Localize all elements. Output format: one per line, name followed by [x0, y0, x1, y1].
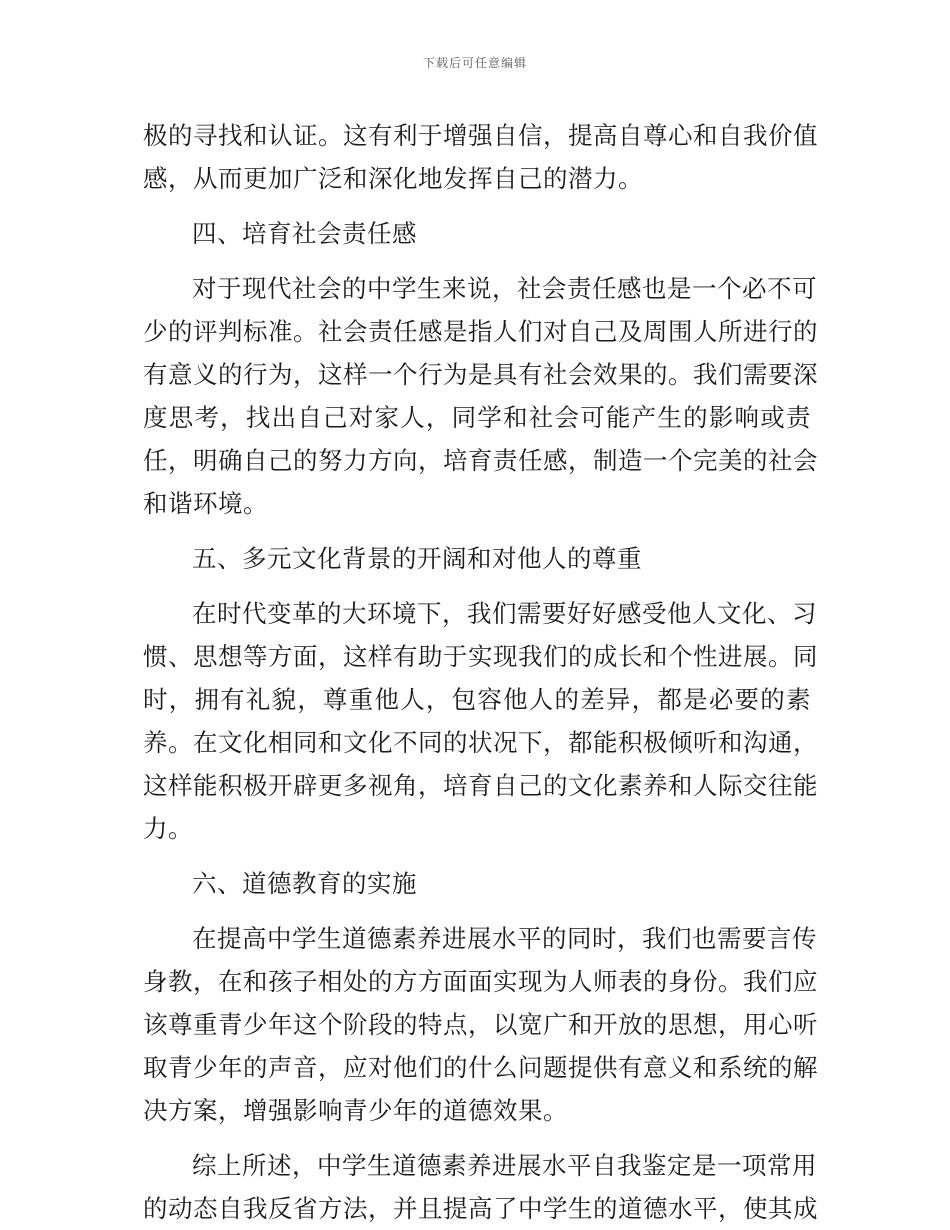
paragraph-line: 养。在文化相同和文化不同的状况下，都能积极倾听和沟通，: [143, 728, 818, 757]
paragraph-line: 该尊重青少年这个阶段的特点，以宽广和开放的思想，用心听: [143, 1010, 818, 1039]
paragraph-line: 任，明确自己的努力方向，培育责任感，制造一个完美的社会: [143, 446, 818, 475]
paragraph: [143, 917, 818, 1132]
paragraph-line: 感，从而更加广泛和深化地发挥自己的潜力。: [143, 164, 643, 193]
section-heading: 五、多元文化背景的开阔和对他人的尊重: [192, 544, 642, 573]
paragraph-line: 和谐环境。: [143, 489, 268, 518]
paragraph-line: 在提高中学生道德素养进展水平的同时，我们也需要言传: [192, 924, 817, 953]
paragraph: [143, 114, 818, 200]
paragraph-line: 惯、思想等方面，这样有助于实现我们的成长和个性进展。同: [143, 642, 818, 671]
paragraph: [143, 1144, 818, 1230]
paragraph-line: 取青少年的声音，应对他们的什么问题提供有意义和系统的解: [143, 1053, 818, 1082]
paragraph-line: 对于现代社会的中学生来说，社会责任感也是一个必不可: [192, 274, 817, 303]
paragraph: [143, 592, 818, 850]
section-heading: 四、培育社会责任感: [192, 219, 417, 248]
document-body: [143, 114, 818, 1230]
paragraph-line: 力。: [143, 814, 193, 843]
paragraph-line: 这样能积极开辟更多视角，培育自己的文化素养和人际交往能: [143, 771, 818, 800]
paragraph-line: 极的寻找和认证。这有利于增强自信，提高自尊心和自我价值: [143, 121, 818, 150]
paragraph-line: 综上所述，中学生道德素养进展水平自我鉴定是一项常用: [192, 1151, 817, 1180]
paragraph-line: 身教，在和孩子相处的方方面面实现为人师表的身份。我们应: [143, 967, 818, 996]
paragraph: [143, 267, 818, 525]
paragraph-line: 度思考，找出自己对家人，同学和社会可能产生的影响或责: [143, 403, 811, 432]
paragraph-line: 的动态自我反省方法，并且提高了中学生的道德水平，使其成: [143, 1194, 818, 1223]
paragraph-line: 有意义的行为，这样一个行为是具有社会效果的。我们需要深: [143, 360, 818, 389]
section-heading: 六、道德教育的实施: [192, 869, 417, 898]
paragraph-line: 少的评判标准。社会责任感是指人们对自己及周围人所进行的: [143, 317, 818, 346]
paragraph-line: 决方案，增强影响青少年的道德效果。: [143, 1096, 568, 1125]
page-header: 下载后可任意编辑: [422, 56, 527, 70]
paragraph-line: 在时代变革的大环境下，我们需要好好感受他人文化、习: [192, 599, 817, 628]
paragraph-line: 时，拥有礼貌，尊重他人，包容他人的差异，都是必要的素: [143, 685, 811, 714]
